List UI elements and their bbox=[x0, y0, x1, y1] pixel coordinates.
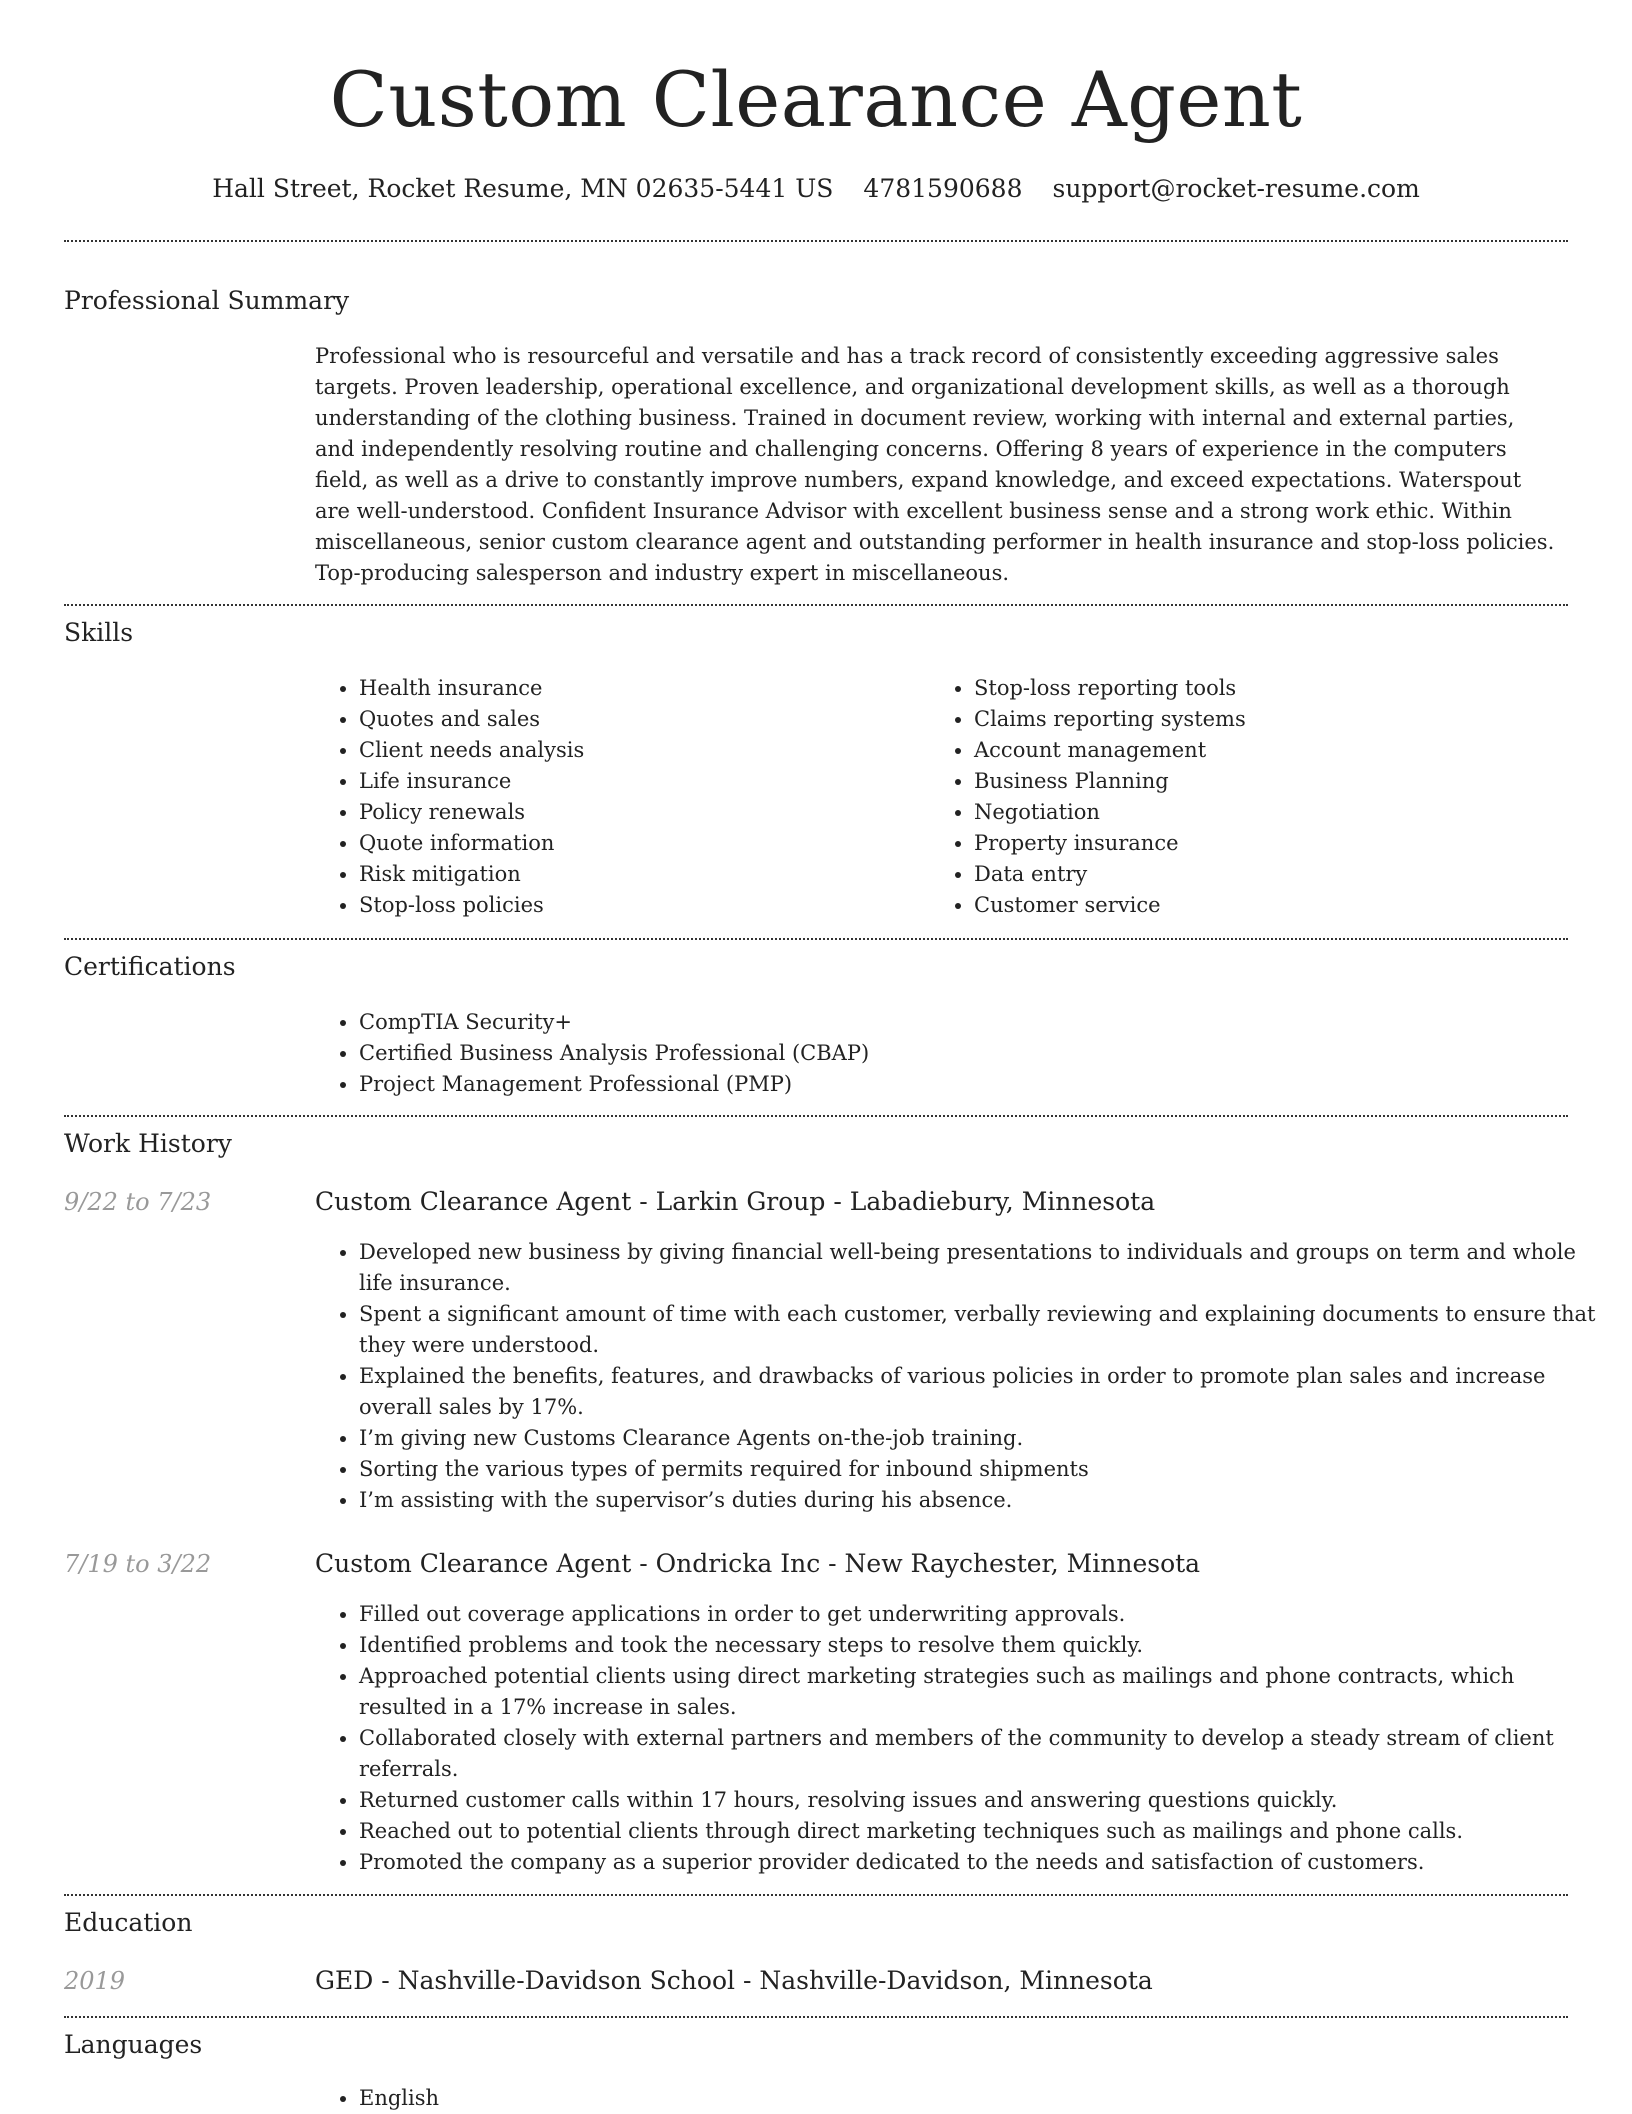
skills-list-right bbox=[930, 673, 1574, 921]
skill-item: • Data entry bbox=[974, 859, 1574, 890]
skill-item: • Quote information bbox=[359, 828, 899, 859]
contact-email[interactable]: support@rocket-resume.com bbox=[1052, 174, 1420, 203]
skill-item: • Customer service bbox=[974, 890, 1574, 921]
section-divider bbox=[64, 240, 1568, 242]
education-heading: GED - Nashville-Davidson School - Nashville-Davidson, Minnesota bbox=[315, 1966, 1153, 1995]
skill-item: • Life insurance bbox=[359, 766, 899, 797]
job-date: 7/19 to 3/22 bbox=[64, 1550, 212, 1578]
job-bullet: • I’m assisting with the supervisor’s duties during his absence. bbox=[359, 1485, 1604, 1516]
certification-item: • Certified Business Analysis Professional (CBAP) bbox=[359, 1038, 1559, 1069]
certifications-list bbox=[315, 1007, 1559, 1100]
languages-section-title: Languages bbox=[64, 2030, 203, 2059]
job-bullet: • Returned customer calls within 17 hours, resolving issues and answering questions quickly. bbox=[359, 1785, 1604, 1816]
job-bullet: • Approached potential clients using direct marketing strategies such as mailings and phone contracts, which resulted in a 17% increase in sales. bbox=[359, 1661, 1604, 1723]
skills-section-title: Skills bbox=[64, 618, 134, 647]
job-heading: Custom Clearance Agent - Larkin Group - Labadiebury, Minnesota bbox=[315, 1187, 1156, 1216]
certification-item: • Project Management Professional (PMP) bbox=[359, 1069, 1559, 1100]
section-divider bbox=[64, 1115, 1568, 1117]
skill-item: • Claims reporting systems bbox=[974, 704, 1574, 735]
job-date: 9/22 to 7/23 bbox=[64, 1188, 212, 1216]
job-bullet: • Reached out to potential clients through direct marketing techniques such as mailings and phone calls. bbox=[359, 1816, 1604, 1847]
skill-item: • Risk mitigation bbox=[359, 859, 899, 890]
contact-line bbox=[64, 172, 1568, 206]
certification-item: • CompTIA Security+ bbox=[359, 1007, 1559, 1038]
job-bullet: • Sorting the various types of permits required for inbound shipments bbox=[359, 1454, 1604, 1485]
job-bullet: • Explained the benefits, features, and drawbacks of various policies in order to promote plan sales and increase overall sales by 17%. bbox=[359, 1361, 1604, 1423]
job-heading: Custom Clearance Agent - Ondricka Inc - New Raychester, Minnesota bbox=[315, 1549, 1201, 1578]
education-section-title: Education bbox=[64, 1908, 193, 1937]
skill-item: • Policy renewals bbox=[359, 797, 899, 828]
job-bullet: • Filled out coverage applications in order to get underwriting approvals. bbox=[359, 1599, 1604, 1630]
job-bullet: • Spent a significant amount of time with each customer, verbally reviewing and explaining documents to ensure that they were understood. bbox=[359, 1299, 1604, 1361]
job-bullet: • Developed new business by giving financial well-being presentations to individuals and groups on term and whole life insurance. bbox=[359, 1237, 1604, 1299]
job-bullets bbox=[315, 1599, 1604, 1878]
section-divider bbox=[64, 938, 1568, 940]
summary-text: Professional who is resourceful and versatile and has a track record of consistently exceeding aggressive sales targets. Proven leadership, operational excellence, and organizational development skills, as well as a thorough understanding of the clothing business. Trained in document review, working with internal and external parties, and independently resolving routine and challenging concerns. Offering 8 years of experience in the computers field, as well as a drive to constantly improve numbers, expand knowledge, and exceed expectations. Waterspout are well-understood. Confident Insurance Advisor with excellent business sense and a strong work ethic. Within miscellaneous, senior custom clearance agent and outstanding performer in health insurance and stop-loss policies. Top-producing salesperson and industry expert in miscellaneous. bbox=[315, 344, 1555, 585]
candidate-name: Custom Clearance Agent bbox=[329, 55, 1303, 144]
job-bullet: • Identified problems and took the necessary steps to resolve them quickly. bbox=[359, 1630, 1604, 1661]
language-item: • English bbox=[359, 2083, 959, 2114]
skill-item: • Negotiation bbox=[974, 797, 1574, 828]
skill-item: • Stop-loss policies bbox=[359, 890, 899, 921]
skill-item: • Client needs analysis bbox=[359, 735, 899, 766]
job-bullet: • I’m giving new Customs Clearance Agents on-the-job training. bbox=[359, 1423, 1604, 1454]
job-bullets bbox=[315, 1237, 1604, 1516]
skill-item: • Stop-loss reporting tools bbox=[974, 673, 1574, 704]
section-divider bbox=[64, 1894, 1568, 1896]
job-bullet: • Collaborated closely with external partners and members of the community to develop a steady stream of client referrals. bbox=[359, 1723, 1604, 1785]
contact-address: Hall Street, Rocket Resume, MN 02635-5441 US bbox=[212, 174, 834, 203]
contact-phone: 4781590688 bbox=[863, 174, 1023, 203]
skill-item: • Account management bbox=[974, 735, 1574, 766]
skills-list-left bbox=[315, 673, 899, 921]
certifications-section-title: Certifications bbox=[64, 952, 236, 981]
work-history-section-title: Work History bbox=[64, 1129, 232, 1158]
education-date: 2019 bbox=[64, 1967, 126, 1995]
skill-item: • Health insurance bbox=[359, 673, 899, 704]
section-divider bbox=[64, 2016, 1568, 2018]
summary-section-title: Professional Summary bbox=[64, 286, 350, 315]
job-bullet: • Promoted the company as a superior provider dedicated to the needs and satisfaction of customers. bbox=[359, 1847, 1604, 1878]
skill-item: • Business Planning bbox=[974, 766, 1574, 797]
skill-item: • Quotes and sales bbox=[359, 704, 899, 735]
skill-item: • Property insurance bbox=[974, 828, 1574, 859]
section-divider bbox=[64, 604, 1568, 606]
languages-list bbox=[315, 2083, 959, 2114]
